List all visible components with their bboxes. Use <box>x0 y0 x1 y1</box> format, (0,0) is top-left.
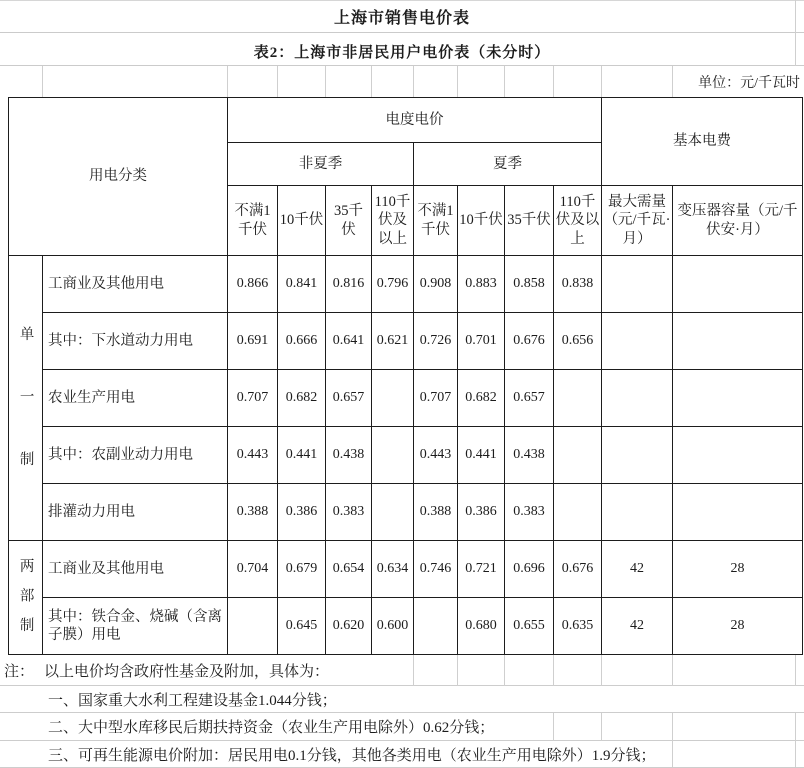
value-cell <box>602 427 673 484</box>
value-cell <box>673 484 803 541</box>
table-subtitle: 表2：上海市非居民用户电价表（未分时） <box>0 33 804 66</box>
value-cell: 0.634 <box>372 541 414 598</box>
value-cell: 0.441 <box>278 427 326 484</box>
value-cell: 0.388 <box>228 484 278 541</box>
gridline <box>457 66 458 97</box>
value-cell: 0.680 <box>458 598 505 655</box>
gridline <box>371 66 372 97</box>
value-cell: 0.676 <box>505 313 554 370</box>
value-cell: 0.676 <box>554 541 602 598</box>
header-voltage-summer-110kv: 110千伏及以上 <box>554 186 602 256</box>
value-cell: 0.838 <box>554 256 602 313</box>
value-cell <box>673 427 803 484</box>
gridline <box>795 0 796 66</box>
gridline <box>553 66 554 97</box>
header-voltage-nonsummer-110kv: 110千伏及以上 <box>372 186 414 256</box>
group-label-two-part-system: 两部制 <box>9 541 43 655</box>
value-cell: 0.866 <box>228 256 278 313</box>
value-cell: 0.746 <box>414 541 458 598</box>
table-row <box>9 541 803 598</box>
value-cell: 0.726 <box>414 313 458 370</box>
value-cell: 0.666 <box>278 313 326 370</box>
value-cell: 0.682 <box>458 370 505 427</box>
table-row <box>9 484 803 541</box>
gridline <box>672 655 673 686</box>
note-intro: 以上电价均含政府性基金及附加，具体为： <box>44 663 330 680</box>
value-cell <box>414 598 458 655</box>
gridline <box>601 713 602 741</box>
value-cell: 0.641 <box>326 313 372 370</box>
value-cell: 0.721 <box>458 541 505 598</box>
value-cell <box>554 484 602 541</box>
gridline <box>504 655 505 686</box>
value-cell: 0.654 <box>326 541 372 598</box>
category-cell: 工商业及其他用电 <box>43 256 228 313</box>
notes-section <box>0 655 804 768</box>
value-cell: 0.386 <box>458 484 505 541</box>
category-cell: 排灌动力用电 <box>43 484 228 541</box>
value-cell: 0.657 <box>326 370 372 427</box>
note-item: 二、大中型水库移民后期扶持资金（农业生产用电除外）0.62分钱； <box>0 713 804 741</box>
header-energy-price: 电度电价 <box>228 98 602 143</box>
header-voltage-summer-under1kv: 不满1千伏 <box>414 186 458 256</box>
group-label-single-system: 单一制 <box>9 256 43 541</box>
gridline <box>413 655 414 686</box>
value-cell <box>554 427 602 484</box>
value-cell: 0.691 <box>228 313 278 370</box>
value-cell <box>673 313 803 370</box>
value-cell: 0.441 <box>458 427 505 484</box>
gridline <box>601 66 602 97</box>
header-voltage-nonsummer-under1kv: 不满1千伏 <box>228 186 278 256</box>
header-transformer-capacity: 变压器容量（元/千伏安·月） <box>673 186 803 256</box>
value-cell <box>673 370 803 427</box>
value-cell: 28 <box>673 598 803 655</box>
value-cell: 0.858 <box>505 256 554 313</box>
gridline <box>277 66 278 97</box>
value-cell: 0.841 <box>278 256 326 313</box>
value-cell <box>372 427 414 484</box>
value-cell: 0.443 <box>414 427 458 484</box>
value-cell: 0.701 <box>458 313 505 370</box>
note-item: 一、国家重大水利工程建设基金1.044分钱； <box>0 686 804 713</box>
value-cell: 0.383 <box>505 484 554 541</box>
value-cell: 0.386 <box>278 484 326 541</box>
value-cell: 0.655 <box>505 598 554 655</box>
table-row <box>9 427 803 484</box>
value-cell <box>372 484 414 541</box>
value-cell: 42 <box>602 541 673 598</box>
value-cell <box>228 598 278 655</box>
table-row <box>9 598 803 655</box>
category-cell: 其中：农副业动力用电 <box>43 427 228 484</box>
table-row <box>9 313 803 370</box>
value-cell: 0.707 <box>414 370 458 427</box>
value-cell: 28 <box>673 541 803 598</box>
header-voltage-summer-35kv: 35千伏 <box>505 186 554 256</box>
gridline <box>672 741 673 767</box>
value-cell: 0.796 <box>372 256 414 313</box>
note-item: 三、可再生能源电价附加：居民用电0.1分钱，其他各类用电（农业生产用电除外）1.9分钱； <box>0 741 804 768</box>
value-cell: 0.383 <box>326 484 372 541</box>
gridline <box>504 66 505 97</box>
value-cell <box>554 370 602 427</box>
value-cell: 0.388 <box>414 484 458 541</box>
category-cell: 工商业及其他用电 <box>43 541 228 598</box>
value-cell: 0.707 <box>228 370 278 427</box>
note-intro-row <box>0 655 804 686</box>
gridline <box>325 66 326 97</box>
header-voltage-nonsummer-35kv: 35千伏 <box>326 186 372 256</box>
table-row <box>9 370 803 427</box>
category-cell: 农业生产用电 <box>43 370 228 427</box>
value-cell: 0.438 <box>505 427 554 484</box>
value-cell: 42 <box>602 598 673 655</box>
header-max-demand: 最大需量（元/千瓦·月） <box>602 186 673 256</box>
gridline <box>227 66 228 97</box>
gridline <box>553 713 554 741</box>
header-row-1 <box>9 98 803 143</box>
category-cell: 其中：铁合金、烧碱（含离子膜）用电 <box>43 598 228 655</box>
value-cell: 0.696 <box>505 541 554 598</box>
category-cell: 其中：下水道动力用电 <box>43 313 228 370</box>
gridline <box>601 655 602 686</box>
notes-label: 注： <box>4 663 35 680</box>
unit-label: 单位：元/千瓦时 <box>698 75 800 91</box>
value-cell: 0.438 <box>326 427 372 484</box>
header-usage-category: 用电分类 <box>9 98 228 256</box>
value-cell <box>602 313 673 370</box>
value-cell: 0.704 <box>228 541 278 598</box>
value-cell: 0.621 <box>372 313 414 370</box>
value-cell: 0.657 <box>505 370 554 427</box>
gridline <box>672 713 673 741</box>
value-cell: 0.816 <box>326 256 372 313</box>
header-summer: 夏季 <box>414 143 602 186</box>
value-cell: 0.908 <box>414 256 458 313</box>
value-cell <box>602 256 673 313</box>
gridline <box>553 655 554 686</box>
page-title: 上海市销售电价表 <box>0 0 804 33</box>
value-cell <box>673 256 803 313</box>
gridline <box>795 741 796 767</box>
table-row <box>9 256 803 313</box>
gridline <box>457 655 458 686</box>
value-cell <box>372 370 414 427</box>
gridline <box>42 66 43 97</box>
gridline <box>795 655 796 686</box>
value-cell: 0.679 <box>278 541 326 598</box>
value-cell: 0.620 <box>326 598 372 655</box>
header-non-summer: 非夏季 <box>228 143 414 186</box>
value-cell <box>602 370 673 427</box>
price-table <box>8 97 803 655</box>
value-cell: 0.656 <box>554 313 602 370</box>
value-cell <box>602 484 673 541</box>
value-cell: 0.600 <box>372 598 414 655</box>
gridline <box>413 66 414 97</box>
value-cell: 0.682 <box>278 370 326 427</box>
header-basic-fee: 基本电费 <box>602 98 803 186</box>
value-cell: 0.635 <box>554 598 602 655</box>
gridline <box>672 66 673 97</box>
gridline <box>795 713 796 741</box>
value-cell: 0.645 <box>278 598 326 655</box>
header-voltage-nonsummer-10kv: 10千伏 <box>278 186 326 256</box>
header-voltage-summer-10kv: 10千伏 <box>458 186 505 256</box>
value-cell: 0.883 <box>458 256 505 313</box>
value-cell: 0.443 <box>228 427 278 484</box>
